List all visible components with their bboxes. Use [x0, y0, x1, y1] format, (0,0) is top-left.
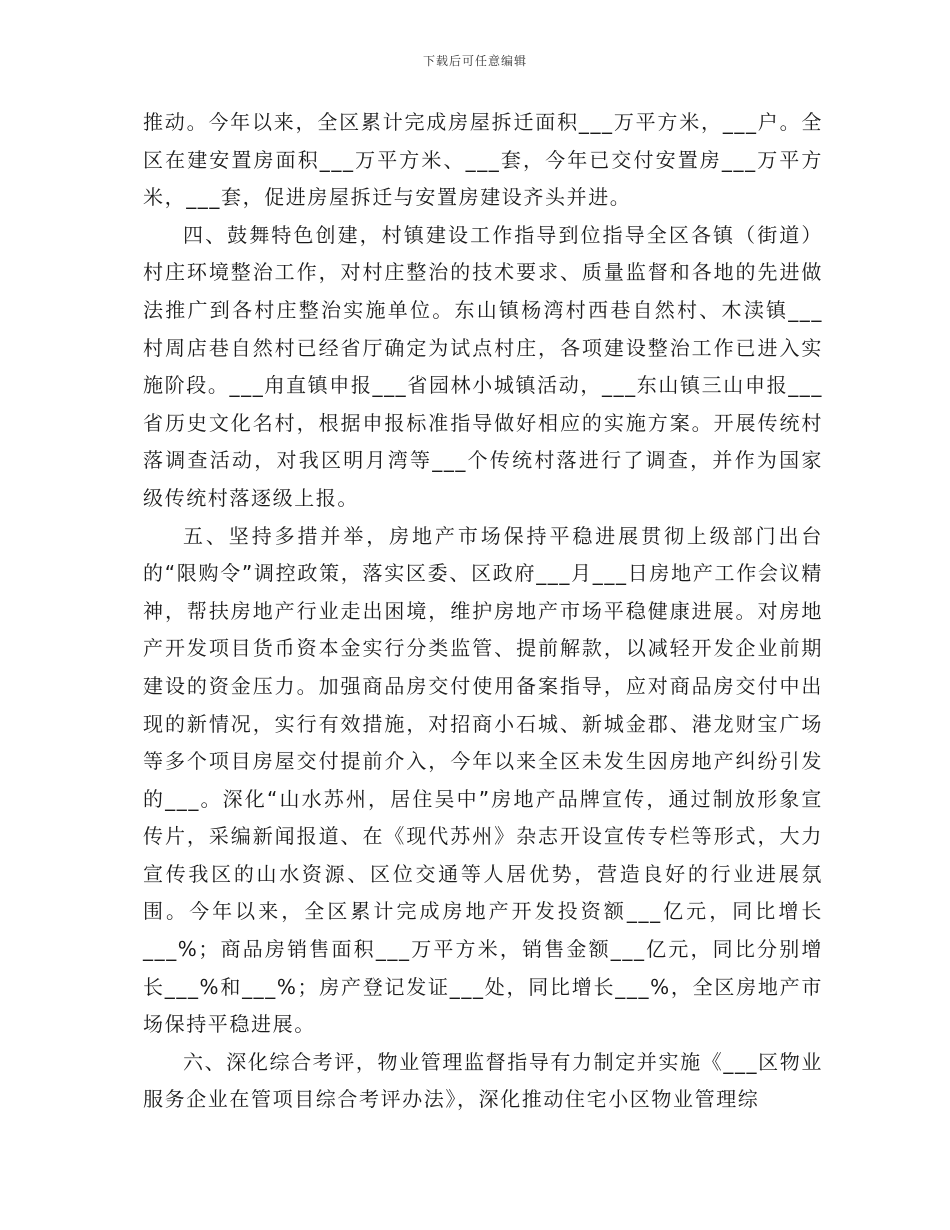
page-header: 下载后可任意编辑 — [422, 54, 527, 68]
paragraph-relocation-summary: 推动。今年以来，全区累计完成房屋拆迁面积___万平方米，___户。全区在建安置房面积___万平方米、___套，今年已交付安置房___万平方米，___套，促进房屋拆迁与安置房建设齐头并进。 — [143, 110, 823, 210]
paragraph-real-estate-market: 五、坚持多措并举，房地产市场保持平稳进展贯彻上级部门出台的“限购令”调控政策，落实区委、区政府___月___日房地产工作会议精神，帮扶房地产行业走出困境，维护房地产市场平稳健康进展。对房地产开发项目货币资本金实行分类监管、提前解款，以减轻开发企业前期建设的资金压力。加强商品房交付使用备案指导，应对商品房交付中出现的新情况，实行有效措施，对招商小石城、新城金郡、港龙财宝广场等多个项目房屋交付提前介入，今年以来全区未发生因房地产纠纷引发的___。深化“山水苏州，居住吴中”房地产品牌宣传，通过制放形象宣传片，采编新闻报道、在《现代苏州》杂志开设宣传专栏等形式，大力宣传我区的山水资源、区位交通等人居优势，营造良好的行业进展氛围。今年以来，全区累计完成房地产开发投资额___亿元，同比增长___%；商品房销售面积___万平方米，销售金额___亿元，同比分别增长___%和___%；房产登记发证___处，同比增长___%，全区房地产市场保持平稳进展。 — [143, 523, 823, 1037]
paragraph-village-construction: 四、鼓舞特色创建，村镇建设工作指导到位指导全区各镇（街道）村庄环境整治工作，对村庄整治的技术要求、质量监督和各地的先进做法推广到各村庄整治实施单位。东山镇杨湾村西巷自然村、木渎镇___村周店巷自然村已经省厅确定为试点村庄，各项建设整治工作已进入实施阶段。___甪直镇申报___省园林小城镇活动，___东山镇三山申报___省历史文化名村，根据申报标准指导做好相应的实施方案。开展传统村落调查活动，对我区明月湾等___个传统村落进行了调查，并作为国家级传统村落逐级上报。 — [143, 222, 823, 510]
paragraph-property-management: 六、深化综合考评，物业管理监督指导有力制定并实施《___区物业服务企业在管项目综合考评办法》，深化推动住宅小区物业管理综 — [143, 1049, 823, 1112]
document-body — [143, 104, 823, 1119]
